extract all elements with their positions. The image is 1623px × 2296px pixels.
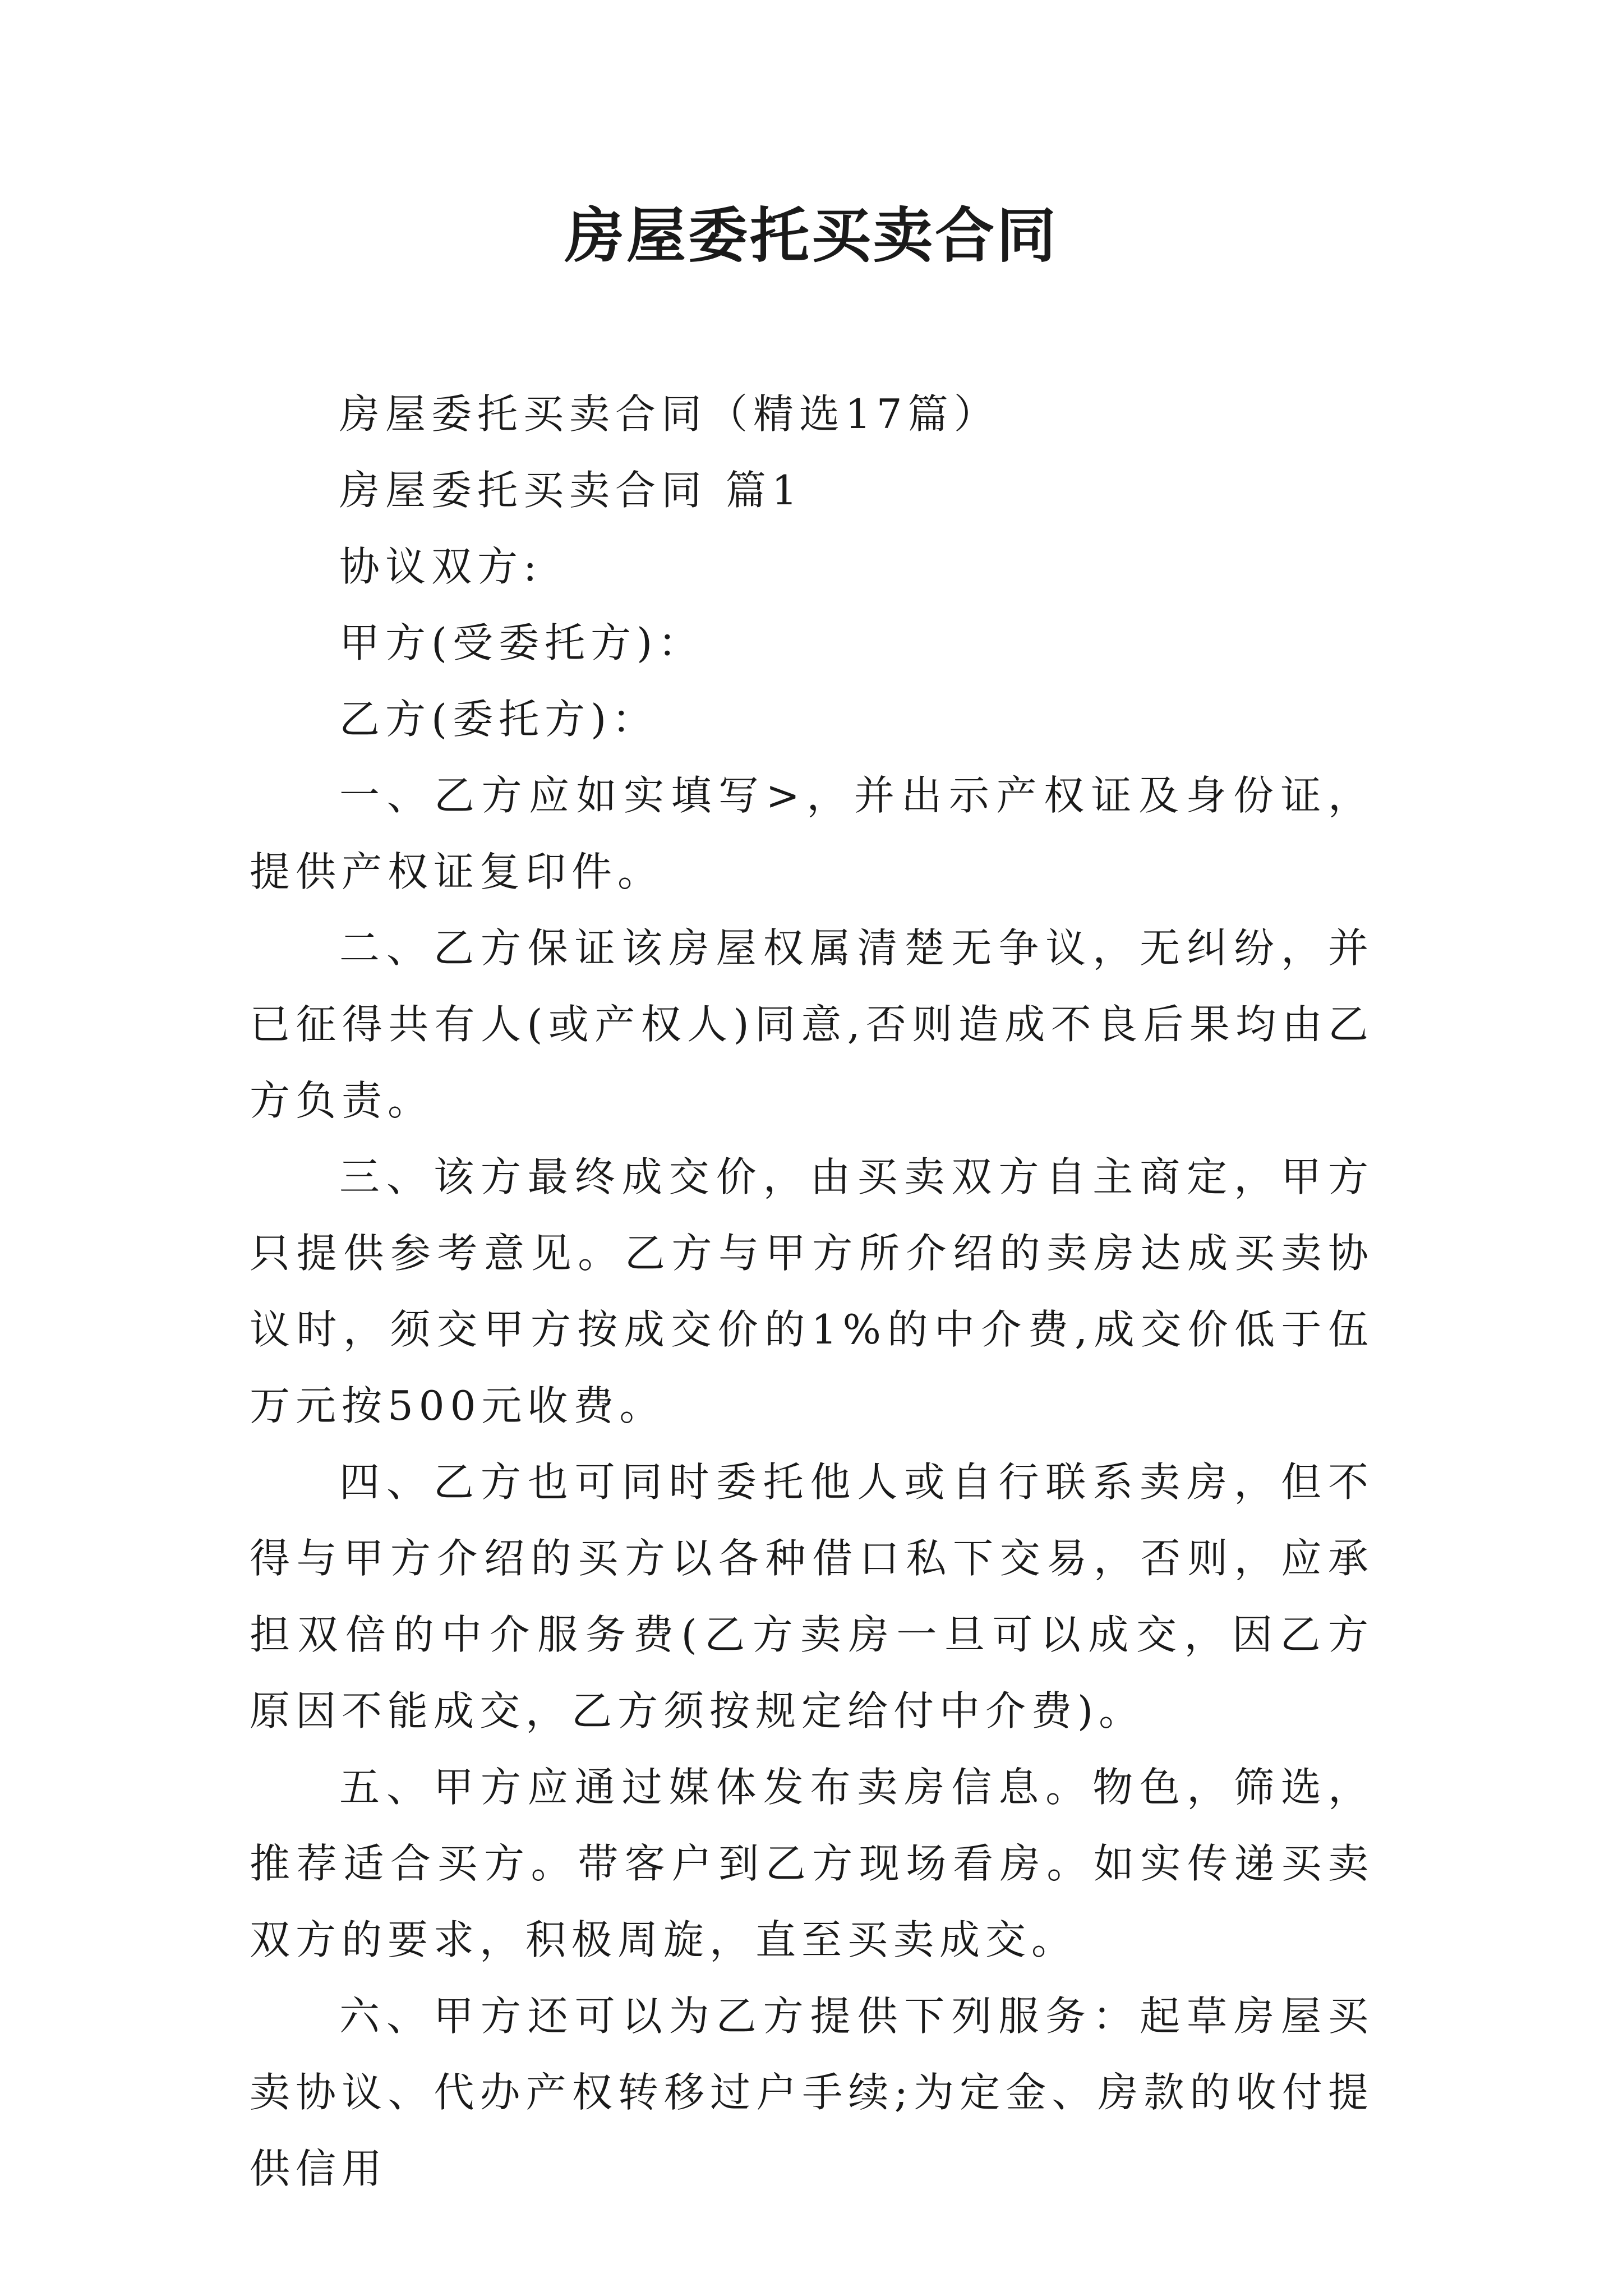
paragraph-section-heading: 房屋委托买卖合同 篇1 [339,467,803,514]
paragraph-clause-2: 二、乙方保证该房屋权属清楚无争议，无纠纷，并已征得共有人(或产权人)同意,否则造成不良后果均由乙方负责。 [250,924,1374,1124]
paragraph-clause-1: 一、乙方应如实填写>，并出示产权证及身份证，提供产权证复印件。 [250,772,1374,895]
document-body [250,376,1374,2207]
paragraph-clause-6: 六、甲方还可以为乙方提供下列服务：起草房屋买卖协议、代办产权转移过户手续;为定金、房款的收付提供信用 [250,1993,1374,2192]
paragraph-clause-3: 三、该方最终成交价，由买卖双方自主商定，甲方只提供参考意见。乙方与甲方所介绍的卖房达成买卖协议时，须交甲方按成交价的1%的中介费,成交价低于伍万元按500元收费。 [250,1153,1374,1429]
paragraph-party-a: 甲方(受委托方)： [339,619,704,666]
paragraph-party-b: 乙方(委托方)： [339,696,658,743]
paragraph-clause-4: 四、乙方也可同时委托他人或自行联系卖房，但不得与甲方介绍的买方以各种借口私下交易，否则，应承担双倍的中介服务费(乙方卖房一旦可以成交，因乙方原因不能成交，乙方须按规定给付中介费)。 [250,1458,1374,1734]
paragraph-parties: 协议双方: [339,543,543,590]
document-title: 房屋委托买卖合同 [565,200,1058,270]
paragraph-clause-5: 五、甲方应通过媒体发布卖房信息。物色，筛选，推荐适合买方。带客户到乙方现场看房。如实传递买卖双方的要求，积极周旋，直至买卖成交。 [250,1764,1374,1963]
paragraph-subtitle: 房屋委托买卖合同（精选17篇） [339,390,1000,438]
